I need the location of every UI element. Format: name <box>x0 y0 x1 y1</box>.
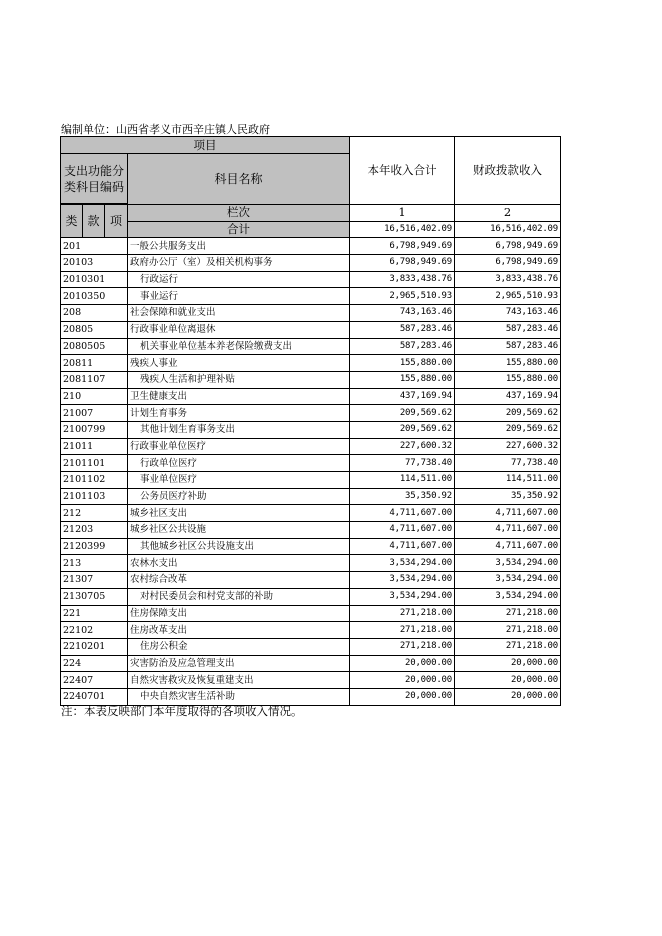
row-subject-name: 中央自然灾害生活补助 <box>128 688 350 705</box>
row-total-income: 209,569.62 <box>350 421 455 438</box>
row-code: 213 <box>61 555 128 572</box>
header-item: 项目 <box>61 137 350 154</box>
table-row <box>61 505 561 522</box>
row-fiscal-income: 209,569.62 <box>455 405 561 422</box>
table-row <box>61 488 561 505</box>
row-code: 210 <box>61 388 128 405</box>
row-fiscal-income: 587,283.46 <box>455 338 561 355</box>
table-row <box>61 622 561 639</box>
row-fiscal-income: 20,000.00 <box>455 688 561 705</box>
row-total-income: 437,169.94 <box>350 388 455 405</box>
row-total-income: 3,534,294.00 <box>350 588 455 605</box>
row-subject-name: 残疾人生活和护理补贴 <box>128 371 350 388</box>
header-total-income: 本年收入合计 <box>350 137 455 205</box>
income-table <box>60 136 561 706</box>
row-subject-name: 农林水支出 <box>128 555 350 572</box>
row-code: 22102 <box>61 622 128 639</box>
row-total-income: 271,218.00 <box>350 605 455 622</box>
table-row <box>61 522 561 539</box>
row-fiscal-income: 155,880.00 <box>455 355 561 372</box>
compiling-unit-label: 编制单位：山西省孝义市西辛庄镇人民政府 <box>61 123 270 136</box>
row-code: 2240701 <box>61 688 128 705</box>
total-income-value: 16,516,402.09 <box>350 221 455 238</box>
table-row <box>61 405 561 422</box>
row-subject-name: 残疾人事业 <box>128 355 350 372</box>
row-fiscal-income: 209,569.62 <box>455 421 561 438</box>
row-total-income: 4,711,607.00 <box>350 505 455 522</box>
row-fiscal-income: 6,798,949.69 <box>455 238 561 255</box>
row-fiscal-income: 271,218.00 <box>455 622 561 639</box>
header-subject-name: 科目名称 <box>128 154 350 205</box>
row-subject-name: 城乡社区支出 <box>128 505 350 522</box>
row-fiscal-income: 271,218.00 <box>455 605 561 622</box>
row-total-income: 271,218.00 <box>350 622 455 639</box>
header-lei: 类 <box>61 205 83 238</box>
row-fiscal-income: 3,534,294.00 <box>455 588 561 605</box>
table-row <box>61 288 561 305</box>
row-subject-name: 卫生健康支出 <box>128 388 350 405</box>
row-code: 208 <box>61 305 128 322</box>
row-subject-name: 住房改革支出 <box>128 622 350 639</box>
row-subject-name: 行政单位医疗 <box>128 455 350 472</box>
row-total-income: 35,350.92 <box>350 488 455 505</box>
row-total-income: 6,798,949.69 <box>350 238 455 255</box>
row-subject-name: 一般公共服务支出 <box>128 238 350 255</box>
table-row <box>61 371 561 388</box>
header-col2: 2 <box>455 205 561 222</box>
row-total-income: 20,000.00 <box>350 672 455 689</box>
row-total-income: 227,600.32 <box>350 438 455 455</box>
table-row <box>61 338 561 355</box>
table-row <box>61 255 561 272</box>
row-total-income: 2,965,510.93 <box>350 288 455 305</box>
row-total-income: 271,218.00 <box>350 638 455 655</box>
row-total-income: 4,711,607.00 <box>350 538 455 555</box>
total-fiscal-value: 16,516,402.09 <box>455 221 561 238</box>
table-row <box>61 555 561 572</box>
table-row <box>61 355 561 372</box>
row-fiscal-income: 3,833,438.76 <box>455 271 561 288</box>
row-fiscal-income: 743,163.46 <box>455 305 561 322</box>
row-subject-name: 住房保障支出 <box>128 605 350 622</box>
table-row <box>61 388 561 405</box>
row-code: 20103 <box>61 255 128 272</box>
row-total-income: 3,534,294.00 <box>350 572 455 589</box>
row-fiscal-income: 437,169.94 <box>455 388 561 405</box>
table-row <box>61 638 561 655</box>
header-kuan: 款 <box>83 205 105 238</box>
row-subject-name: 其他城乡社区公共设施支出 <box>128 538 350 555</box>
row-code: 212 <box>61 505 128 522</box>
row-subject-name: 行政事业单位离退休 <box>128 321 350 338</box>
row-total-income: 20,000.00 <box>350 688 455 705</box>
row-fiscal-income: 271,218.00 <box>455 638 561 655</box>
row-total-income: 6,798,949.69 <box>350 255 455 272</box>
row-code: 2100799 <box>61 421 128 438</box>
row-code: 2101102 <box>61 472 128 489</box>
row-code: 221 <box>61 605 128 622</box>
row-subject-name: 灾害防治及应急管理支出 <box>128 655 350 672</box>
row-subject-name: 住房公积金 <box>128 638 350 655</box>
table-row <box>61 321 561 338</box>
row-subject-name: 其他计划生育事务支出 <box>128 421 350 438</box>
row-fiscal-income: 35,350.92 <box>455 488 561 505</box>
row-total-income: 20,000.00 <box>350 655 455 672</box>
row-total-income: 114,511.00 <box>350 472 455 489</box>
row-code: 201 <box>61 238 128 255</box>
row-fiscal-income: 6,798,949.69 <box>455 255 561 272</box>
row-total-income: 743,163.46 <box>350 305 455 322</box>
row-total-income: 155,880.00 <box>350 355 455 372</box>
table-row <box>61 438 561 455</box>
row-code: 2120399 <box>61 538 128 555</box>
row-code: 21007 <box>61 405 128 422</box>
row-fiscal-income: 155,880.00 <box>455 371 561 388</box>
row-total-income: 3,534,294.00 <box>350 555 455 572</box>
table-row <box>61 455 561 472</box>
row-code: 2130705 <box>61 588 128 605</box>
row-subject-name: 事业单位医疗 <box>128 472 350 489</box>
row-fiscal-income: 20,000.00 <box>455 672 561 689</box>
row-fiscal-income: 587,283.46 <box>455 321 561 338</box>
row-code: 21307 <box>61 572 128 589</box>
row-subject-name: 对村民委员会和村党支部的补助 <box>128 588 350 605</box>
total-label: 合计 <box>128 221 350 238</box>
row-fiscal-income: 4,711,607.00 <box>455 505 561 522</box>
row-code: 22407 <box>61 672 128 689</box>
row-subject-name: 农村综合改革 <box>128 572 350 589</box>
row-subject-name: 公务员医疗补助 <box>128 488 350 505</box>
header-col1: 1 <box>350 205 455 222</box>
income-table-body <box>61 137 561 706</box>
row-fiscal-income: 227,600.32 <box>455 438 561 455</box>
row-code: 2010301 <box>61 271 128 288</box>
header-func-code: 支出功能分类科目编码 <box>61 154 128 204</box>
row-fiscal-income: 2,965,510.93 <box>455 288 561 305</box>
row-subject-name: 行政运行 <box>128 271 350 288</box>
table-row <box>61 688 561 705</box>
table-row <box>61 305 561 322</box>
row-fiscal-income: 3,534,294.00 <box>455 572 561 589</box>
row-code: 2101101 <box>61 455 128 472</box>
row-fiscal-income: 3,534,294.00 <box>455 555 561 572</box>
row-total-income: 587,283.46 <box>350 321 455 338</box>
row-code: 2081107 <box>61 371 128 388</box>
row-fiscal-income: 4,711,607.00 <box>455 538 561 555</box>
table-row <box>61 472 561 489</box>
table-row <box>61 238 561 255</box>
row-fiscal-income: 114,511.00 <box>455 472 561 489</box>
row-total-income: 209,569.62 <box>350 405 455 422</box>
table-row <box>61 572 561 589</box>
row-total-income: 4,711,607.00 <box>350 522 455 539</box>
row-subject-name: 自然灾害救灾及恢复重建支出 <box>128 672 350 689</box>
table-row <box>61 538 561 555</box>
table-row <box>61 421 561 438</box>
table-row <box>61 672 561 689</box>
row-subject-name: 政府办公厅（室）及相关机构事务 <box>128 255 350 272</box>
row-code: 2210201 <box>61 638 128 655</box>
table-row <box>61 271 561 288</box>
header-fiscal-income: 财政拨款收入 <box>455 137 561 205</box>
row-total-income: 155,880.00 <box>350 371 455 388</box>
row-code: 20805 <box>61 321 128 338</box>
table-row <box>61 605 561 622</box>
row-total-income: 587,283.46 <box>350 338 455 355</box>
row-fiscal-income: 20,000.00 <box>455 655 561 672</box>
row-code: 224 <box>61 655 128 672</box>
row-code: 2080505 <box>61 338 128 355</box>
row-subject-name: 计划生育事务 <box>128 405 350 422</box>
table-row <box>61 655 561 672</box>
row-code: 2101103 <box>61 488 128 505</box>
header-xiang: 项 <box>105 205 128 238</box>
table-row <box>61 588 561 605</box>
row-total-income: 3,833,438.76 <box>350 271 455 288</box>
row-code: 20811 <box>61 355 128 372</box>
row-code: 21203 <box>61 522 128 539</box>
table-note: 注：本表反映部门本年度取得的各项收入情况。 <box>61 704 303 718</box>
header-lanci: 栏次 <box>128 205 350 222</box>
row-subject-name: 行政事业单位医疗 <box>128 438 350 455</box>
row-total-income: 77,738.40 <box>350 455 455 472</box>
row-code: 21011 <box>61 438 128 455</box>
row-subject-name: 社会保障和就业支出 <box>128 305 350 322</box>
row-subject-name: 事业运行 <box>128 288 350 305</box>
row-subject-name: 机关事业单位基本养老保险缴费支出 <box>128 338 350 355</box>
row-fiscal-income: 4,711,607.00 <box>455 522 561 539</box>
row-code: 2010350 <box>61 288 128 305</box>
row-fiscal-income: 77,738.40 <box>455 455 561 472</box>
row-subject-name: 城乡社区公共设施 <box>128 522 350 539</box>
